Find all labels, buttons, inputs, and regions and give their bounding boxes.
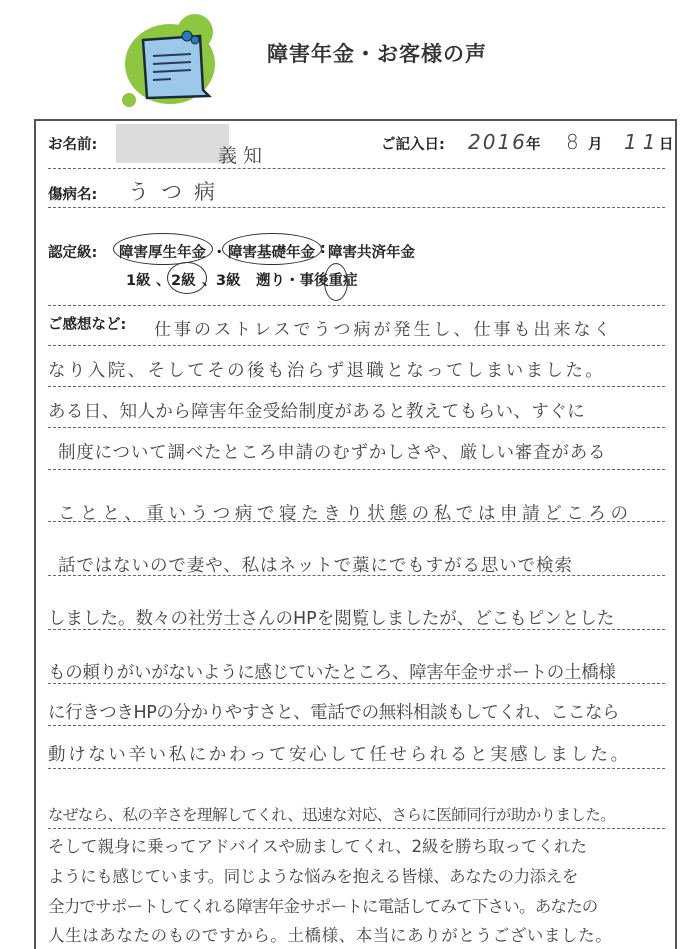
divider	[48, 386, 665, 387]
circle-mark	[113, 233, 213, 265]
page-title: 障害年金・お客様の声	[267, 42, 487, 66]
comment-line: ある日、知人から障害年金受給制度があると教えてもらい、すぐに	[48, 402, 585, 422]
divider	[48, 683, 665, 684]
retroactive-option: 遡り・事後重症	[256, 273, 358, 289]
divider	[48, 725, 665, 726]
name-value: 義知	[218, 145, 269, 167]
circle-mark	[324, 263, 348, 301]
divider	[48, 575, 665, 576]
divider	[48, 469, 665, 470]
comment-line: ことと、重いうつ病で寝たきり状態の私では申請どころの	[58, 504, 633, 524]
comment-line: 制度について調べたところ申請のむずかしさや、厳しい審査がある	[58, 443, 607, 463]
pension-type-kosei: 障害厚生年金	[119, 245, 206, 261]
date-year: 2016	[468, 130, 527, 154]
divider	[48, 828, 665, 829]
date-day: 11	[624, 130, 662, 154]
comment-line: そして親身に乗ってアドバイスや励ましてくれ、2級を勝ち取ってくれた	[48, 837, 587, 856]
date-year-unit: 年	[526, 137, 541, 153]
circle-mark	[222, 233, 322, 265]
divider	[48, 521, 665, 522]
comment-line: に行きつきHPの分かりやすさと、電話での無料相談もしてくれ、ここなら	[48, 703, 620, 723]
comment-line: 人生はあなたのものですから。土橋様、本当にありがとうございました。	[48, 926, 613, 945]
date-month: 8	[566, 130, 581, 154]
divider	[48, 207, 665, 208]
grade-sep: 、	[202, 273, 217, 289]
comment-line: もの頼りがいがないように感じていたところ、障害年金サポートの土橋様	[48, 663, 616, 683]
divider	[48, 768, 665, 769]
disease-label: 傷病名:	[48, 187, 98, 203]
comment-line: なぜなら、私の辛さを理解してくれ、迅速な対応、さらに医師同行が助かりました。	[48, 806, 616, 824]
divider	[48, 345, 665, 346]
date-month-unit: 月	[588, 137, 603, 153]
grade-sep: 、	[156, 273, 171, 289]
comment-line: ようにも感じています。同じような悩みを抱える皆様、あなたの力添えを	[48, 867, 578, 886]
grade-2: 2級	[171, 273, 196, 289]
grade-3: 3級	[216, 273, 241, 289]
pension-type-kiso: 障害基礎年金	[228, 245, 315, 261]
comment-line: 動けない辛い私にかわって安心して任せられると実感しました。	[48, 745, 631, 765]
divider	[48, 427, 665, 428]
disease-value: うつ病	[128, 180, 227, 204]
name-label: お名前:	[48, 137, 98, 153]
separator: :	[320, 241, 326, 257]
comment-line: なり入院、そしてその後も治らず退職となってしまいました。	[48, 361, 606, 381]
comment-line: しました。数々の社労士さんのHPを閲覧しましたが、どこもピンとした	[48, 609, 615, 629]
name-redaction	[116, 124, 229, 163]
comments-label: ご感想など:	[48, 317, 127, 333]
date-label: ご記入日:	[381, 137, 445, 153]
memo-note-icon	[115, 12, 230, 107]
testimonial-form	[34, 119, 677, 949]
grade-1: 1級	[126, 273, 151, 289]
comment-line: 仕事のストレスでうつ病が発生し、仕事も出来なく	[154, 320, 614, 340]
certification-label: 認定級:	[48, 245, 98, 261]
divider	[48, 629, 665, 630]
comment-line: 話ではないので妻や、私はネットで藁にでもすがる思いで検索	[58, 556, 573, 576]
circle-mark	[167, 262, 207, 294]
divider	[48, 168, 665, 169]
divider	[48, 305, 665, 306]
comment-line: 全力でサポートしてくれる障害年金サポートに電話してみて下さい。あなたの	[48, 897, 598, 916]
date-day-unit: 日	[659, 137, 674, 153]
separator: ・	[212, 245, 227, 261]
pension-type-kyosai: 障害共済年金	[328, 245, 415, 261]
page-header	[0, 0, 697, 115]
